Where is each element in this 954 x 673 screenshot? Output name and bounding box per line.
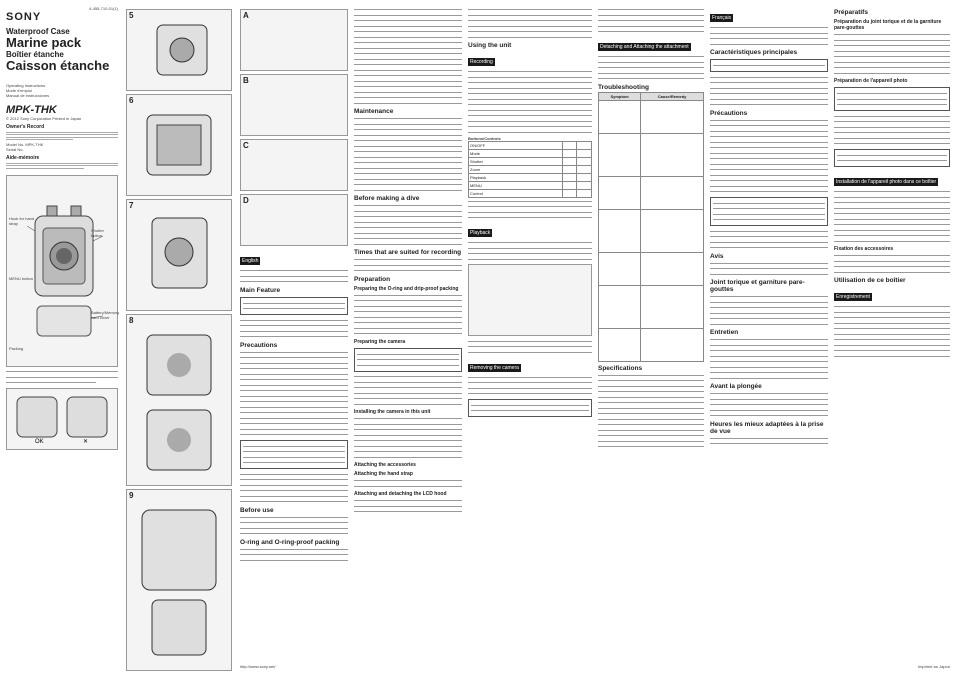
manual-es: Manual de instrucciones [6, 93, 50, 98]
column-8 [832, 0, 954, 673]
figure-C: C [240, 139, 348, 191]
preparation-heading: Preparation [354, 275, 391, 283]
svg-text:OK: OK [35, 438, 44, 445]
times-heading: Times that are suited for recording [354, 249, 462, 256]
maintenance-heading: Maintenance [354, 108, 394, 115]
utilisation-heading: Utilisation de ce boîtier [834, 277, 906, 284]
main-feature-heading: Main Feature [240, 286, 281, 294]
column-3 [236, 0, 350, 673]
fixation-heading: Fixation des accessoires [834, 246, 894, 252]
prep-app-note [834, 87, 950, 111]
caracteristiques-heading: Caractéristiques principales [710, 49, 798, 56]
using-unit-heading: Using the unit [468, 42, 512, 49]
prep-joint-heading: Préparation du joint torique et de la garniture pare-gouttes [834, 19, 942, 31]
avant-plongee-heading: Avant la plongée [710, 383, 762, 390]
model-number: MPK-THK [6, 104, 57, 116]
sony-logo: SONY [6, 11, 42, 23]
table-row: ON/OFF [469, 141, 592, 149]
table-row: Control [469, 189, 592, 197]
prep-camera-heading: Preparing the camera [354, 338, 406, 345]
table-row [599, 285, 704, 328]
figure-bottom [6, 388, 118, 450]
main-feature-note [240, 297, 348, 316]
footer-url: http://www.sony.net/ [240, 664, 276, 669]
svg-text:✕: ✕ [83, 438, 89, 445]
oring-heading: O-ring and O-ring-proof packing [240, 538, 340, 546]
column-7 [708, 0, 830, 673]
installing-heading: Installing the camera in this unit [354, 409, 431, 415]
removing-heading: Removing the camera [470, 364, 519, 371]
figure-7: 7 [126, 199, 232, 311]
attach-lcd-heading: Attaching and detaching the LCD hood [354, 491, 447, 497]
detaching-heading: Detaching and Attaching the attachment [600, 44, 689, 50]
diagram-label-4: Battery/Memory card cover [91, 309, 120, 320]
prep-app-heading: Préparation de l'appareil photo [834, 78, 908, 84]
precautions-fr-note [710, 197, 828, 227]
table-row: Mode [469, 149, 592, 157]
part-number: 4-455-710-01(1) [89, 6, 118, 11]
installation-heading: Installation de l'appareil photo dans ce boîtier [836, 179, 937, 185]
table-row: Zoom [469, 165, 592, 173]
english-label: English [242, 258, 259, 264]
column-6 [596, 0, 706, 673]
title-fr: Marine pack [6, 35, 82, 50]
table-row [599, 100, 704, 133]
caracteristiques-note [710, 59, 828, 72]
table-row [599, 209, 704, 252]
removing-note [468, 399, 592, 418]
preparatifs-heading: Préparatifs [834, 9, 868, 16]
precautions-fr-heading: Précautions [710, 109, 748, 117]
column-5 [466, 0, 594, 673]
precautions-note [240, 440, 348, 470]
prep-app-box [834, 149, 950, 168]
francais-label: Français [712, 15, 732, 21]
prep-camera-note [354, 348, 462, 372]
column-4 [352, 0, 464, 673]
footer-fr: Imprimé au Japon [917, 664, 950, 669]
troubleshooting-heading: Troubleshooting [598, 83, 649, 91]
copyright: © 2012 Sony Corporation Printed in Japan [6, 116, 82, 121]
precautions-heading: Precautions [240, 341, 278, 349]
table-row [599, 176, 704, 209]
attaching-heading: Attaching the accessories [354, 462, 416, 468]
specifications-heading: Specifications [598, 364, 643, 372]
diagram-label-5: Packing [9, 345, 24, 351]
owners-record-heading: Owner's Record [6, 124, 45, 130]
manual-fr: Mode d'emploi [6, 88, 32, 93]
table-row [599, 133, 704, 176]
table-row: Shutter [469, 157, 592, 165]
table-row [599, 252, 704, 285]
title-en2: Boîtier étanche [6, 50, 64, 59]
figure-B: B [240, 74, 348, 136]
playback-diagram [468, 264, 592, 336]
model-no: Model No. MPK-THK [6, 141, 44, 147]
before-dive-heading: Before making a dive [354, 195, 420, 202]
manual-en: Operating Instructions [6, 83, 46, 88]
troubleshooting-table: Symptom Cause/Remedy [598, 92, 704, 362]
diagram-label-3: MENU button [9, 275, 34, 281]
playback-heading: Playback [470, 230, 491, 236]
enregistrement-heading: Enregistrement [836, 294, 870, 300]
case-illustration-icon [7, 176, 119, 366]
figure-6: 6 [126, 94, 232, 196]
controls-table [468, 141, 592, 198]
product-diagram [6, 175, 118, 367]
table-row: MENU [469, 181, 592, 189]
heures-heading: Heures les mieux adaptées à la prise de vue [710, 420, 824, 435]
title-fr2: Caisson étanche [6, 58, 110, 73]
figure-A: A [240, 9, 348, 71]
figures-column-2 [124, 0, 234, 673]
entretien-heading: Entretien [710, 329, 739, 336]
recording-heading: Recording [470, 59, 493, 65]
figure-D: D [240, 194, 348, 246]
joint-heading: Joint torique et garniture pare-gouttes [710, 279, 805, 293]
diagram-label-1: Hook for hand strap [9, 215, 35, 226]
table-row: Playback [469, 173, 592, 181]
diagram-label-2: Shutter button [91, 227, 104, 238]
table-title: Buttons/Controls [468, 135, 501, 141]
figure-9: 9 [126, 489, 232, 671]
prep-sub-heading: Preparing the O-ring and drip-proof packing [354, 285, 459, 292]
aide-memoire-heading: Aide-mémoire [6, 154, 40, 161]
figure-5: 5 [126, 9, 232, 91]
serial-no: Serial No. [6, 146, 24, 152]
before-use-heading: Before use [240, 506, 274, 514]
cover-column [0, 0, 122, 673]
avis-heading: Avis [710, 252, 724, 260]
figure-8: 8 [126, 314, 232, 486]
title-en: Waterproof Case [6, 27, 70, 36]
attach-strap-heading: Attaching the hand strap [354, 471, 413, 477]
table-row [599, 328, 704, 361]
